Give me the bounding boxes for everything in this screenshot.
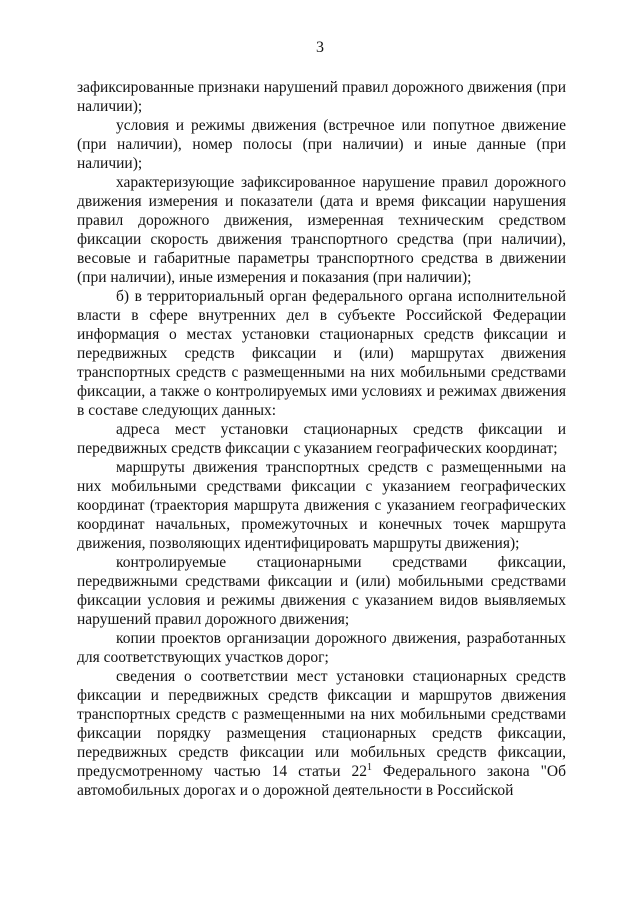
paragraph-controlled-conditions: контролируемые стационарными средствами фиксации, передвижными средствами фиксации и (или) мобильными средствами фиксации условия и режимы движения с указанием видов выявляемых нарушений правил дорожного движения; [77, 554, 566, 628]
paragraph-traffic-conditions: условия и режимы движения (встречное или попутное движение (при наличии), номер полосы (при наличии) и иные данные (при наличии); [77, 117, 566, 172]
footnote-superscript: 1 [367, 761, 373, 773]
paragraph-territorial-body: б) в территориальный орган федерального органа исполнительной власти в сфере внутренних дел в субъекте Российской Федерации информация о местах установки стационарных средств фиксации и передвижных средств фиксации и (или) маршрутах движения транспортных средств с размещенными на них мобильными средствами фиксации, а также о контролируемых ими условиях и режимах движения в составе следующих данных: [77, 288, 566, 419]
document-body [77, 78, 566, 800]
paragraph-project-copies: копии проектов организации дорожного движения, разработанных для соответствующих участков дорог; [77, 630, 566, 666]
paragraph-measurements: характеризующие зафиксированное нарушение правил дорожного движения измерения и показатели (дата и время фиксации нарушения правил дорожного движения, измеренная техническим средством фиксации скорость движения транспортного средства (при наличии), весовые и габаритные параметры транспортного средства в движении (при наличии), иные измерения и показания (при наличии); [77, 174, 566, 286]
paragraph-addresses: адреса мест установки стационарных средств фиксации и передвижных средств фиксации с указанием географических координат; [77, 421, 566, 457]
compliance-text-start: сведения о соответствии мест установки стационарных средств фиксации и передвижных средств фиксации и маршрутов движения транспортных средств с размещенными на них мобильными средствами фиксации порядку размещения стационарных средств фиксации, передвижных средств фиксации или мобильных средств фиксации, предусмотренному частью 14 статьи 22 [77, 668, 566, 780]
paragraph-violation-signs: зафиксированные признаки нарушений правил дорожного движения (при наличии); [77, 79, 566, 115]
paragraph-compliance-info [77, 667, 566, 800]
page-number: 3 [316, 39, 324, 56]
compliance-text-end: Федерального закона "Об автомобильных дорогах и о дорожной деятельности в Российской [77, 763, 566, 799]
paragraph-routes: маршруты движения транспортных средств с размещенными на них мобильными средствами фиксации с указанием географических координат (траектория маршрута движения с указанием географических координат начальных, промежуточных и конечных точек маршрута движения, позволяющих идентифицировать маршруты движения); [77, 459, 566, 552]
